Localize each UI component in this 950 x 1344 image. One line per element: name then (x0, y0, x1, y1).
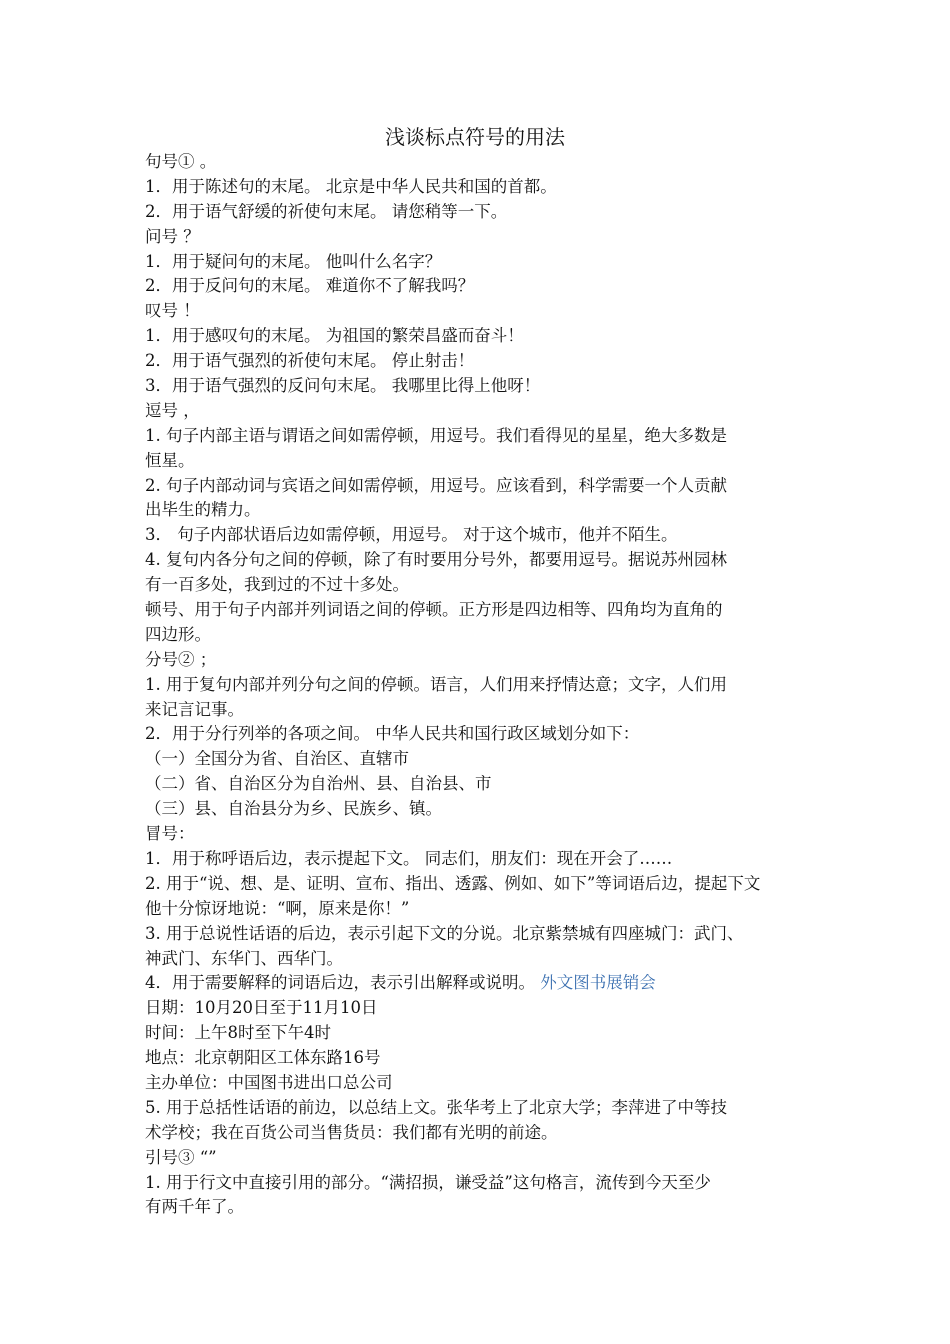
paragraph-line: 地点：北京朝阳区工体东路16号 (145, 1048, 381, 1068)
paragraph-line: 2．用于语气强烈的祈使句末尾。 停止射击！ (145, 351, 475, 371)
list-item: （一）全国分为省、自治区、直辖市 (145, 749, 409, 769)
paragraph-line: 有一百多处，我到过的不过十多处。 (145, 575, 409, 595)
paragraph-line: 来记言记事。 (145, 699, 244, 719)
paragraph-line: 2. 用于“说、想、是、证明、宣布、指出、透露、例如、如下”等词语后边，提起下文 (145, 873, 761, 893)
paragraph-line: 日期：10月20日至于11月10日 (145, 998, 378, 1018)
paragraph-line: 1．用于疑问句的末尾。 他叫什么名字？ (145, 251, 442, 271)
paragraph-line: 主办单位：中国图书进出口总公司 (145, 1072, 393, 1092)
paragraph-line: 2．用于反问句的末尾。 难道你不了解我吗？ (145, 276, 475, 296)
paragraph-line: 神武门、东华门、西华门。 (145, 948, 343, 968)
paragraph-line: 术学校；我在百货公司当售货员：我们都有光明的前途。 (145, 1122, 558, 1142)
paragraph-line: 3． 句子内部状语后边如需停顿，用逗号。 对于这个城市，他并不陌生。 (145, 525, 678, 545)
paragraph-line: 2. 句子内部动词与宾语之间如需停顿，用逗号。应该看到，科学需要一个人贡献 (145, 475, 727, 495)
paragraph-line: 5. 用于总括性话语的前边，以总结上文。张华考上了北京大学；李萍进了中等技 (145, 1097, 727, 1117)
document-body (145, 150, 825, 1220)
paragraph-line: 1. 句子内部主语与谓语之间如需停顿，用逗号。我们看得见的星星，绝大多数是 (145, 425, 727, 445)
section-heading-comma: 逗号 ， (145, 400, 200, 420)
list-item: （二）省、自治区分为自治州、县、自治县、市 (145, 774, 492, 794)
section-heading-period: 句号① 。 (145, 152, 217, 171)
paragraph-line: 时间：上午8时至下午4时 (145, 1023, 331, 1043)
paragraph-line: 1．用于陈述句的末尾。 北京是中华人民共和国的首都。 (145, 176, 557, 196)
section-heading-semicolon: 分号② ； (145, 649, 217, 669)
paragraph-line: 4. 复句内各分句之间的停顿，除了有时要用分号外，都要用逗号。据说苏州园林 (145, 550, 727, 570)
paragraph-text: 4．用于需要解释的词语后边，表示引出解释或说明。 (145, 973, 535, 993)
paragraph-line: 1．用于称呼语后边，表示提起下文。 同志们，朋友们：现在开会了…… (145, 848, 673, 868)
paragraph-line: 2．用于语气舒缓的祈使句末尾。 请您稍等一下。 (145, 201, 508, 221)
paragraph-line: 3. 用于总说性话语的后边，表示引起下文的分说。北京紫禁城有四座城门：武门、 (145, 923, 744, 943)
section-heading-exclamation-mark: 叹号 ！ (145, 301, 200, 321)
paragraph-line: 有两千年了。 (145, 1197, 244, 1217)
section-heading-quotation-marks: 引号③ “” (145, 1147, 217, 1167)
paragraph-line: 四边形。 (145, 624, 211, 644)
paragraph-line: 1. 用于行文中直接引用的部分。“满招损，谦受益”这句格言，流传到今天至少 (145, 1172, 711, 1192)
paragraph-line-with-link (145, 971, 825, 996)
list-item: （三）县、自治县分为乡、民族乡、镇。 (145, 799, 442, 819)
paragraph-line: 3．用于语气强烈的反问句末尾。 我哪里比得上他呀！ (145, 376, 541, 396)
paragraph-line: 2．用于分行列举的各项之间。 中华人民共和国行政区域划分如下： (145, 724, 640, 744)
paragraph-line: 1. 用于复句内部并列分句之间的停顿。语言，人们用来抒情达意；文字，人们用 (145, 674, 727, 694)
paragraph-line: 出毕生的精力。 (145, 500, 261, 520)
paragraph-line: 他十分惊讶地说：“啊，原来是你！” (145, 898, 410, 918)
paragraph-line: 恒星。 (145, 450, 195, 470)
document-title: 浅谈标点符号的用法 (385, 125, 565, 149)
book-fair-link[interactable]: 外文图书展销会 (540, 973, 656, 993)
paragraph-line: 1．用于感叹句的末尾。 为祖国的繁荣昌盛而奋斗！ (145, 326, 524, 346)
section-heading-question-mark: 问号 ？ (145, 226, 200, 246)
section-heading-colon: 冒号： (145, 824, 195, 844)
paragraph-line: 顿号、用于句子内部并列词语之间的停顿。正方形是四边相等、四角均为直角的 (145, 600, 723, 620)
